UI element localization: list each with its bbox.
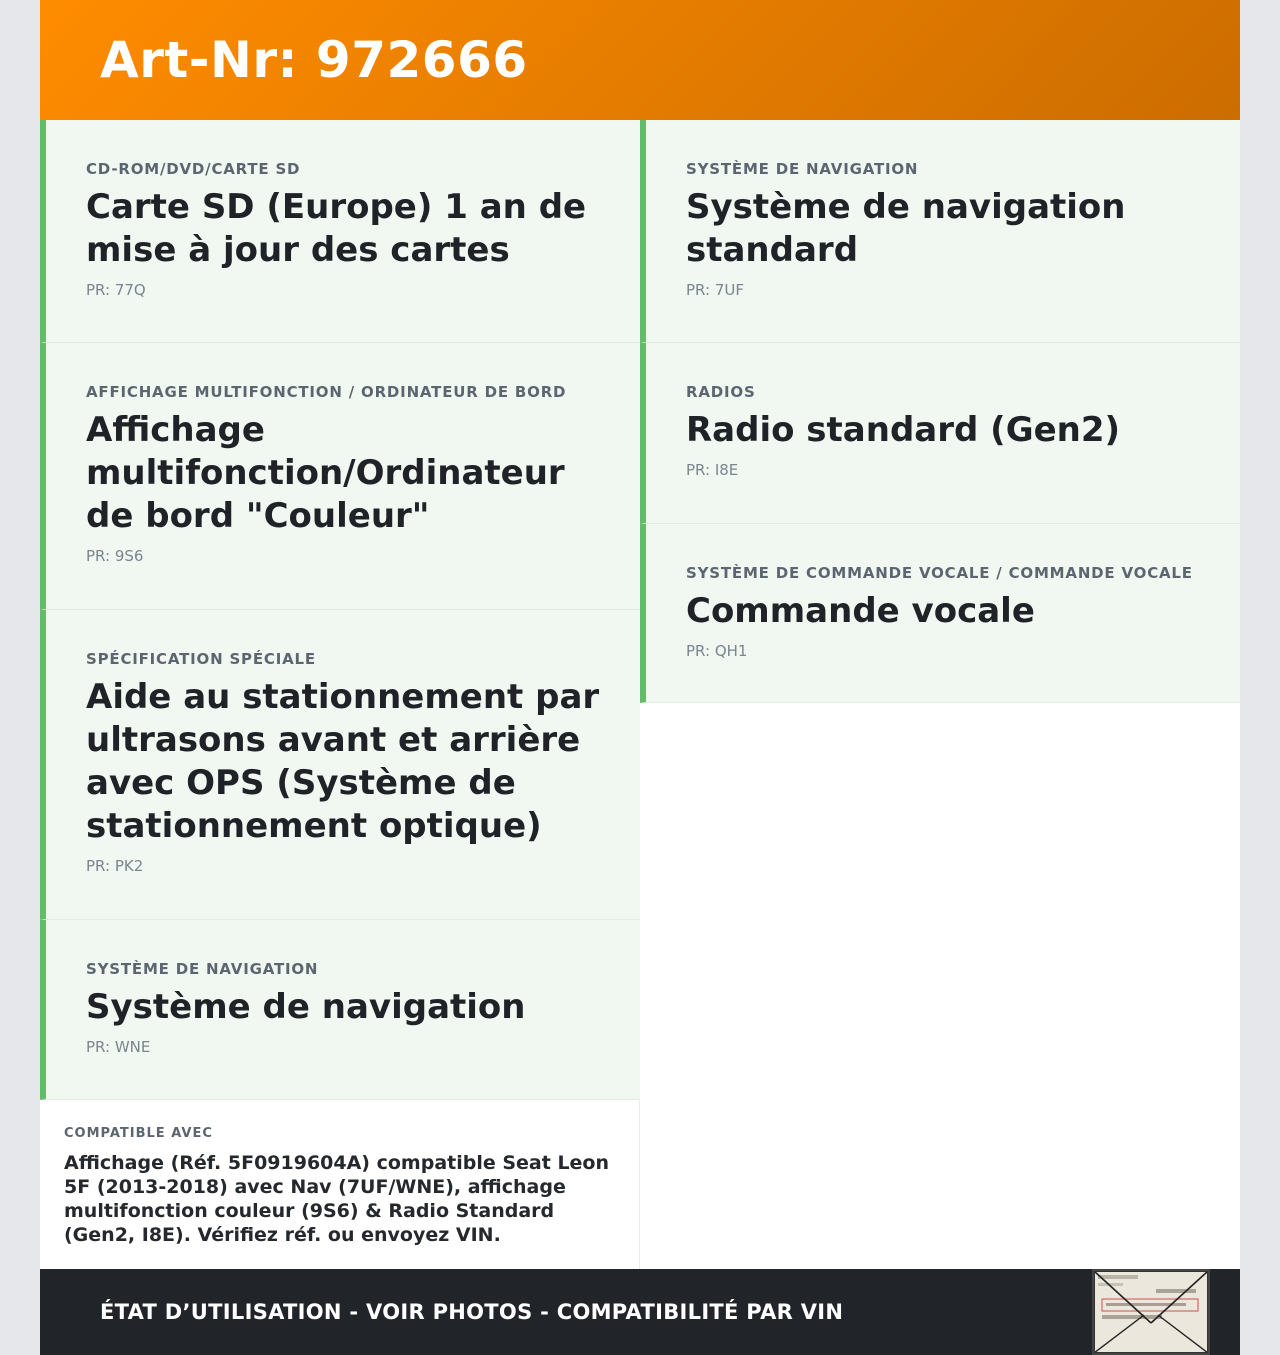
compatibility-box <box>40 1100 640 1270</box>
feature-title: Système de navigation <box>86 987 526 1027</box>
feature-column-left <box>40 120 640 1100</box>
footer-text: ÉTAT D’UTILISATION - VOIR PHOTOS - COMPATIBILITÉ PAR VIN <box>100 1300 844 1324</box>
feature-title: Système de navigation standard <box>686 187 1126 270</box>
feature-title: Radio standard (Gen2) <box>686 410 1121 450</box>
feature-title: Commande vocale <box>686 591 1035 631</box>
feature-card <box>40 120 640 343</box>
feature-pr-code: PR: WNE <box>86 1038 151 1056</box>
feature-pr-code: PR: I8E <box>686 461 739 479</box>
feature-card <box>40 343 640 610</box>
feature-category: SYSTÈME DE NAVIGATION <box>686 160 919 178</box>
feature-title: Carte SD (Europe) 1 an de mise à jour des cartes <box>86 187 587 270</box>
feature-pr-code: PR: 9S6 <box>86 547 144 565</box>
feature-card <box>640 343 1240 524</box>
feature-category: SYSTÈME DE NAVIGATION <box>86 960 319 978</box>
feature-category: SYSTÈME DE COMMANDE VOCALE / COMMANDE VOCALE <box>686 564 1193 582</box>
feature-pr-code: PR: 7UF <box>686 281 744 299</box>
feature-category: SPÉCIFICATION SPÉCIALE <box>86 650 316 668</box>
feature-card <box>40 920 640 1100</box>
footer-bar <box>40 1269 1240 1355</box>
feature-card <box>640 120 1240 343</box>
registration-document-thumbnail <box>1092 1269 1210 1355</box>
product-page <box>40 0 1240 1355</box>
feature-column-right <box>640 120 1240 703</box>
envelope-document-image <box>1094 1271 1208 1353</box>
page-header <box>40 0 1240 120</box>
feature-category: RADIOS <box>686 383 756 401</box>
article-number-title: Art-Nr: 972666 <box>100 31 528 89</box>
feature-title: Affichage multifonction/Ordinateur de bord "Couleur" <box>86 410 565 536</box>
compatibility-text: Affichage (Réf. 5F0919604A) compatible Seat Leon 5F (2013-2018) avec Nav (7UF/WNE), affichage multifonction couleur (9S6) & Radio Standard (Gen2, I8E). Vérifiez réf. ou envoyez VIN. <box>64 1152 610 1246</box>
feature-card <box>40 610 640 920</box>
feature-card <box>640 524 1240 703</box>
feature-title: Aide au stationnement par ultrasons avant et arrière avec OPS (Système de stationnement optique) <box>86 677 600 846</box>
feature-pr-code: PR: 77Q <box>86 281 146 299</box>
feature-pr-code: PR: PK2 <box>86 857 144 875</box>
feature-category: CD-ROM/DVD/CARTE SD <box>86 160 301 178</box>
feature-category: AFFICHAGE MULTIFONCTION / ORDINATEUR DE BORD <box>86 383 567 401</box>
feature-pr-code: PR: QH1 <box>686 642 748 660</box>
compatibility-label: COMPATIBLE AVEC <box>64 1126 213 1141</box>
